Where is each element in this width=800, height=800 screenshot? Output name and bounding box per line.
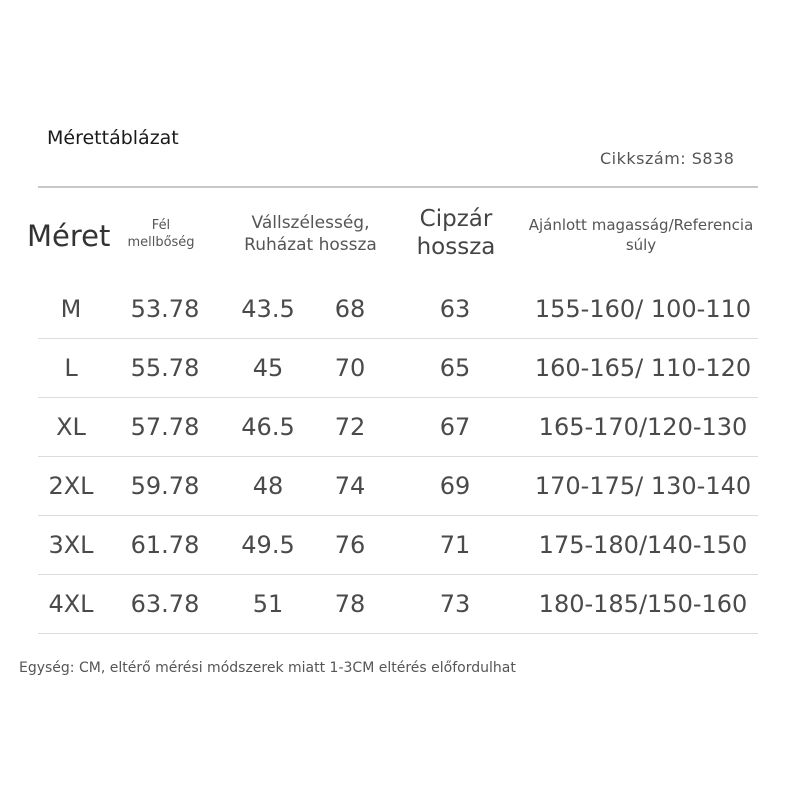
table-row bbox=[38, 398, 758, 457]
page-title: Mérettáblázat bbox=[47, 127, 179, 149]
cell-length: 74 bbox=[334, 472, 366, 500]
cell-length: 68 bbox=[334, 295, 366, 323]
header-recommended: Ajánlott magasság/Referencia súly bbox=[528, 216, 754, 254]
cell-chest: 61.78 bbox=[130, 531, 200, 559]
cell-zipper: 71 bbox=[439, 531, 471, 559]
header-shoulder-length: Vállszélesség, Ruházat hossza bbox=[244, 213, 377, 256]
cell-recommended: 170-175/ 130-140 bbox=[534, 472, 752, 500]
cell-shoulder: 51 bbox=[252, 590, 284, 618]
header-zipper-length: Cipzár hossza bbox=[416, 206, 496, 260]
cell-length: 72 bbox=[334, 413, 366, 441]
table-row bbox=[38, 339, 758, 398]
header-size: Méret bbox=[27, 219, 111, 253]
cell-shoulder: 49.5 bbox=[241, 531, 295, 559]
cell-size: L bbox=[64, 354, 78, 382]
article-number: Cikkszám: S838 bbox=[600, 149, 735, 168]
cell-length: 78 bbox=[334, 590, 366, 618]
cell-zipper: 73 bbox=[439, 590, 471, 618]
cell-size: 4XL bbox=[48, 590, 94, 618]
cell-recommended: 160-165/ 110-120 bbox=[534, 354, 752, 382]
table-row bbox=[38, 575, 758, 634]
cell-zipper: 63 bbox=[439, 295, 471, 323]
header-half-chest: Fél mellbőség bbox=[127, 218, 195, 250]
cell-recommended: 155-160/ 100-110 bbox=[534, 295, 752, 323]
cell-shoulder: 43.5 bbox=[241, 295, 295, 323]
cell-chest: 59.78 bbox=[130, 472, 200, 500]
cell-recommended: 165-170/120-130 bbox=[538, 413, 748, 441]
cell-shoulder: 45 bbox=[252, 354, 284, 382]
cell-recommended: 180-185/150-160 bbox=[538, 590, 748, 618]
cell-shoulder: 48 bbox=[252, 472, 284, 500]
table-row bbox=[38, 457, 758, 516]
cell-chest: 53.78 bbox=[130, 295, 200, 323]
table-row bbox=[38, 516, 758, 575]
cell-shoulder: 46.5 bbox=[241, 413, 295, 441]
cell-recommended: 175-180/140-150 bbox=[538, 531, 748, 559]
table-row bbox=[38, 280, 758, 339]
cell-length: 70 bbox=[334, 354, 366, 382]
cell-length: 76 bbox=[334, 531, 366, 559]
cell-zipper: 67 bbox=[439, 413, 471, 441]
cell-zipper: 65 bbox=[439, 354, 471, 382]
cell-chest: 55.78 bbox=[130, 354, 200, 382]
cell-chest: 63.78 bbox=[130, 590, 200, 618]
cell-size: 3XL bbox=[48, 531, 94, 559]
unit-note: Egység: CM, eltérő mérési módszerek miatt 1-3CM eltérés előfordulhat bbox=[19, 660, 516, 676]
cell-size: 2XL bbox=[48, 472, 94, 500]
cell-zipper: 69 bbox=[439, 472, 471, 500]
cell-chest: 57.78 bbox=[130, 413, 200, 441]
header-divider bbox=[38, 186, 758, 188]
cell-size: XL bbox=[56, 413, 86, 441]
cell-size: M bbox=[60, 295, 82, 323]
